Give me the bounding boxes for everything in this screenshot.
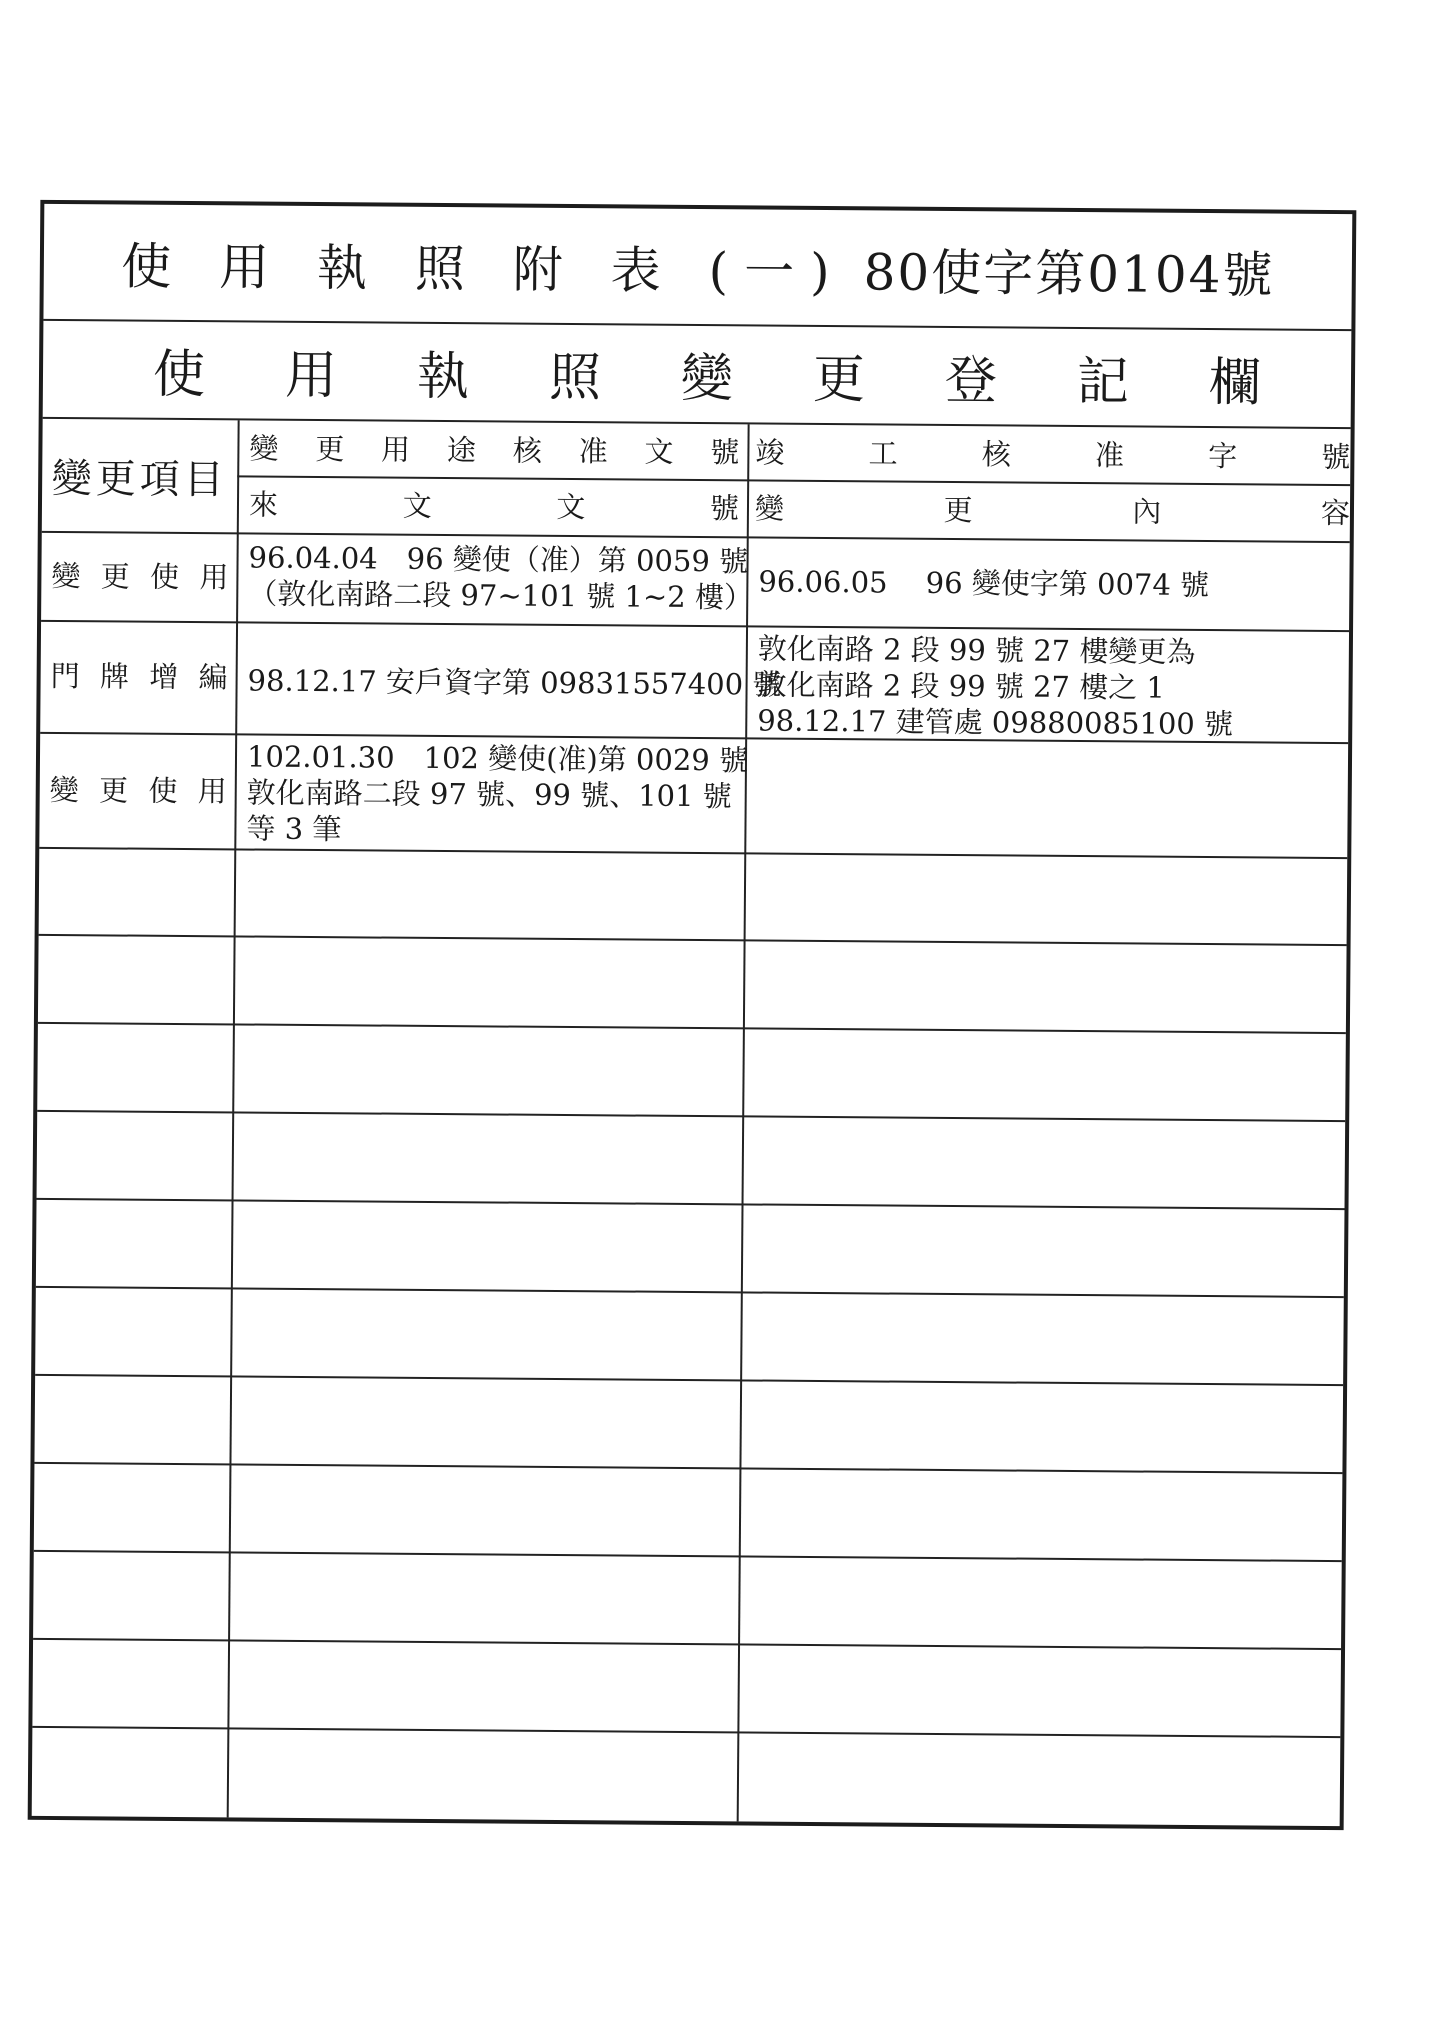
permit-number: 80使字第0104號 [863,242,1275,305]
section-heading [43,319,1352,429]
heading-char: 欄 [1208,352,1262,413]
header-char: 號 [1321,439,1351,475]
header-char: 核 [512,433,542,468]
row-change-item [41,533,237,621]
cell-line: 敦化南路 2 段 99 號 27 樓變更為 [757,631,1196,669]
row-approval-cell [238,537,754,623]
row-change-item [40,622,236,732]
header-char: 文 [556,489,586,525]
heading-char: 使 [152,344,206,405]
item-char: 使 [148,773,178,808]
row-approval-cell [236,736,749,850]
item-char: 使 [149,559,180,594]
cell-line: 98.12.17 安戶資字第 09831557400 號 [247,663,782,702]
form-title-main: 使 用 執 照 附 表 (一) [121,236,846,301]
header-completion-number [755,427,1350,482]
header-char: 號 [710,435,740,470]
heading-char: 登 [944,350,998,411]
item-char: 用 [197,774,227,809]
header-char: 更 [315,432,345,467]
cell-line: 等 3 筆 [246,811,342,847]
heading-char: 記 [1076,351,1130,412]
row-completion-cell [748,561,1353,626]
header-char: 用 [380,432,411,467]
permit-attachment-table [28,200,1357,1830]
header-char: 變 [754,491,785,526]
header-char: 工 [868,436,898,471]
header-char: 途 [446,433,477,468]
cell-line: （敦化南路二段 97~101 號 1~2 樓） [248,576,754,615]
item-char: 用 [199,560,229,595]
header-char: 更 [943,492,973,528]
item-char: 牌 [99,659,130,694]
header-char: 准 [1094,438,1125,473]
cell-line: 98.12.17 建管處 09880085100 號 [757,703,1234,742]
header-incoming-number [249,479,739,535]
heading-char: 用 [284,345,338,406]
row-change-item [39,734,235,848]
cell-line: 敦化南路 2 段 99 號 27 樓之 1 [757,667,1165,705]
item-char: 更 [98,773,129,808]
header-change-content [755,482,1350,539]
heading-char: 變 [680,348,734,409]
cell-line: 96.04.04 96 變使（准）第 0059 號 [248,540,749,579]
form-title [43,204,1352,331]
cell-line: 102.01.30 102 變使(准)第 0029 號 [246,739,749,778]
item-char: 編 [198,660,228,695]
header-char: 內 [1132,494,1162,529]
row-completion-cell [747,628,1353,741]
header-char: 核 [981,437,1011,472]
item-char: 更 [100,559,130,594]
cell-line: 敦化南路二段 97 號、99 號、101 號 [246,775,732,814]
heading-char: 執 [416,346,470,407]
item-char: 變 [49,772,79,808]
header-char: 變 [249,431,279,466]
heading-char: 更 [812,349,866,410]
item-char: 增 [149,659,179,694]
header-approval-number [249,424,739,478]
header-char: 准 [578,434,608,469]
header-char: 文 [644,434,674,469]
header-char: 字 [1208,439,1238,474]
row-approval-cell [237,660,782,704]
header-char: 容 [1320,495,1351,531]
cell-line: 96.06.05 96 變使字第 0074 號 [758,564,1210,603]
header-char: 竣 [755,435,785,470]
header-change-item: 變更項目 [51,455,228,503]
item-char: 變 [51,558,81,594]
header-char: 文 [402,488,432,523]
header-char: 號 [709,491,740,526]
heading-char: 照 [548,347,602,408]
header-char: 來 [248,487,279,522]
item-char: 門 [50,658,80,694]
